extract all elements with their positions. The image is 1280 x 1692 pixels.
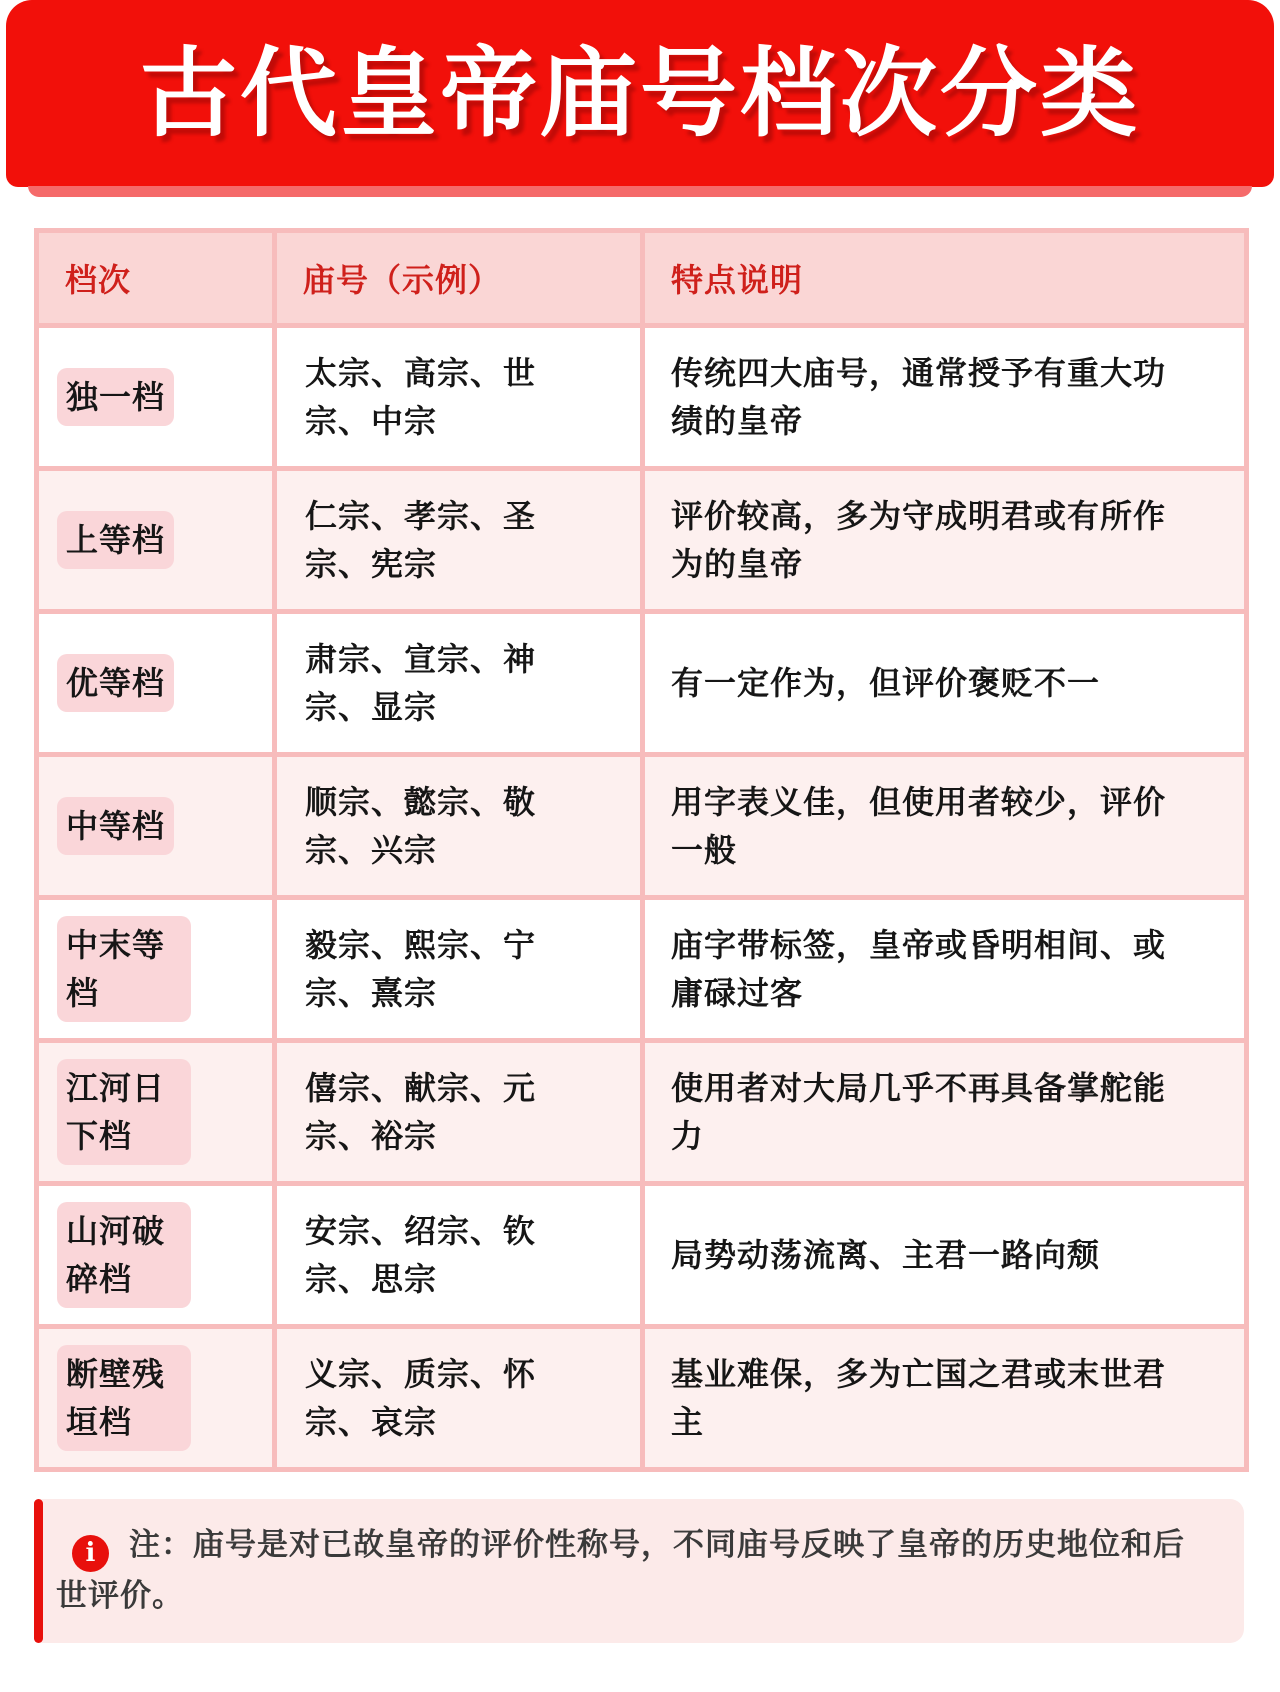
grade-cell [37, 1041, 275, 1184]
temple-names-cell: 肃宗、宣宗、神宗、显宗 [275, 612, 643, 755]
description-cell: 局势动荡流离、主君一路向颓 [643, 1184, 1247, 1327]
grade-badge: 中末等档 [57, 916, 191, 1022]
grade-table-body [37, 326, 1247, 1470]
temple-names-cell: 毅宗、熙宗、宁宗、熹宗 [275, 898, 643, 1041]
temple-names-cell: 仁宗、孝宗、圣宗、宪宗 [275, 469, 643, 612]
description-cell: 有一定作为，但评价褒贬不一 [643, 612, 1247, 755]
grade-badge: 优等档 [57, 654, 174, 712]
banner-bottom-strip [28, 186, 1252, 197]
table-row [37, 1041, 1247, 1184]
title-banner [6, 0, 1274, 197]
table-row [37, 1327, 1247, 1470]
grade-cell [37, 612, 275, 755]
grade-table-header [37, 231, 1247, 326]
temple-names-cell: 安宗、绍宗、钦宗、思宗 [275, 1184, 643, 1327]
temple-names-cell: 太宗、高宗、世宗、中宗 [275, 326, 643, 469]
table-row [37, 326, 1247, 469]
info-icon: i [72, 1535, 109, 1572]
table-row [37, 755, 1247, 898]
grade-cell [37, 898, 275, 1041]
page-title: 古代皇帝庙号档次分类 [140, 39, 1140, 148]
description-cell: 评价较高，多为守成明君或有所作为的皇帝 [643, 469, 1247, 612]
grade-badge: 上等档 [57, 511, 174, 569]
table-row [37, 1184, 1247, 1327]
grade-table [34, 228, 1249, 1472]
temple-names-cell: 义宗、质宗、怀宗、哀宗 [275, 1327, 643, 1470]
grade-cell [37, 326, 275, 469]
col-header-desc: 特点说明 [643, 231, 1247, 326]
temple-names-cell: 僖宗、献宗、元宗、裕宗 [275, 1041, 643, 1184]
grade-cell [37, 469, 275, 612]
grade-badge: 山河破碎档 [57, 1202, 191, 1308]
title-banner-red [6, 0, 1274, 187]
description-cell: 基业难保，多为亡国之君或末世君主 [643, 1327, 1247, 1470]
note-text: 注：庙号是对已故皇帝的评价性称号，不同庙号反映了皇帝的历史地位和后世评价。 [56, 1527, 1185, 1614]
col-header-grade: 档次 [37, 231, 275, 326]
grade-badge: 独一档 [57, 368, 174, 426]
grade-cell [37, 755, 275, 898]
description-cell: 使用者对大局几乎不再具备掌舵能力 [643, 1041, 1247, 1184]
grade-badge: 江河日下档 [57, 1059, 191, 1165]
description-cell: 庙字带标签，皇帝或昏明相间、或庸碌过客 [643, 898, 1247, 1041]
note-box [34, 1499, 1244, 1643]
table-row [37, 898, 1247, 1041]
table-row [37, 469, 1247, 612]
grade-badge: 断壁残垣档 [57, 1345, 191, 1451]
temple-names-cell: 顺宗、懿宗、敬宗、兴宗 [275, 755, 643, 898]
header-row [37, 231, 1247, 326]
description-cell: 用字表义佳，但使用者较少，评价一般 [643, 755, 1247, 898]
description-cell: 传统四大庙号，通常授予有重大功绩的皇帝 [643, 326, 1247, 469]
grade-badge: 中等档 [57, 797, 174, 855]
grade-cell [37, 1184, 275, 1327]
col-header-names: 庙号（示例） [275, 231, 643, 326]
table-row [37, 612, 1247, 755]
grade-cell [37, 1327, 275, 1470]
